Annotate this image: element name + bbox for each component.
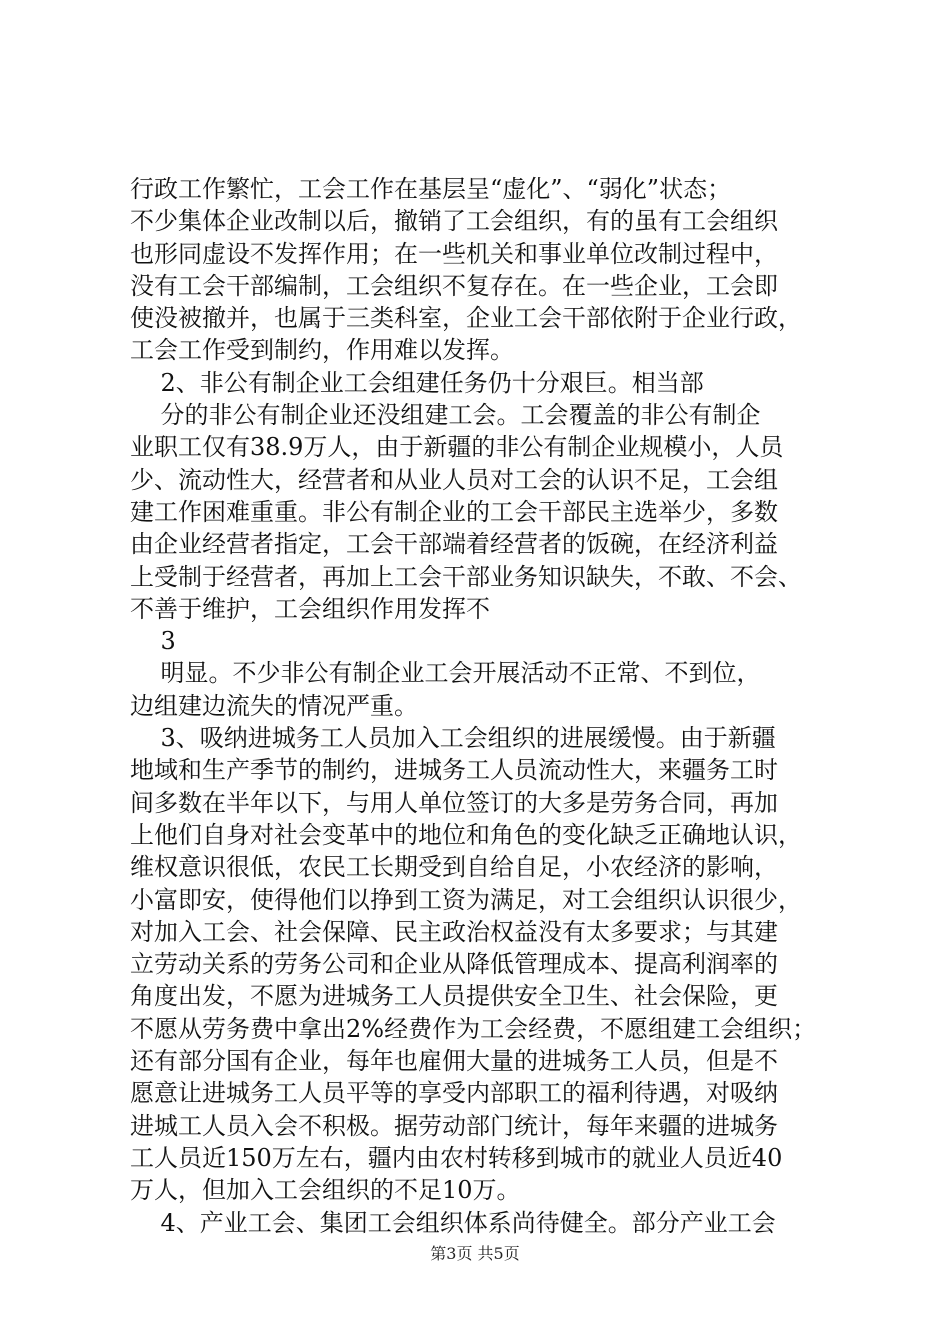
document-body [130, 173, 850, 1239]
text-line: 立劳动关系的劳务公司和企业从降低管理成本、提高利润率的 [130, 950, 778, 979]
text-line: 角度出发，不愿为进城务工人员提供安全卫生、社会保险，更 [130, 982, 778, 1011]
text-line: 地域和生产季节的制约，进城务工人员流动性大，来疆务工时 [130, 756, 778, 785]
text-line: 小富即安，使得他们以挣到工资为满足，对工会组织认识很少， [130, 885, 802, 914]
text-line: 维权意识很低，农民工长期受到自给自足，小农经济的影响， [130, 853, 778, 882]
text-line: 不善于维护，工会组织作用发挥不 [130, 594, 490, 623]
text-line: 3 [130, 627, 176, 656]
text-line: 不愿从劳务费中拿出2%经费作为工会经费，不愿组建工会组织； [130, 1014, 817, 1043]
text-line: 明显。不少非公有制企业工会开展活动不正常、不到位， [130, 659, 761, 688]
text-line: 4、产业工会、集团工会组织体系尚待健全。部分产业工会 [130, 1208, 776, 1237]
text-line: 上他们自身对社会变革中的地位和角色的变化缺乏正确地认识， [130, 820, 802, 849]
text-line: 还有部分国有企业，每年也雇佣大量的进城务工人员，但是不 [130, 1047, 778, 1076]
text-line: 没有工会干部编制，工会组织不复存在。在一些企业，工会即 [130, 271, 778, 300]
text-line: 万人，但加入工会组织的不足10万。 [130, 1176, 521, 1205]
text-line: 上受制于经营者，再加上工会干部业务知识缺失，不敢、不会、 [130, 562, 802, 591]
text-line: 工会工作受到制约，作用难以发挥。 [130, 336, 514, 365]
text-line: 业职工仅有38.9万人，由于新疆的非公有制企业规模小，人员 [130, 433, 784, 462]
page-footer: 第3页 共5页 [430, 1244, 520, 1263]
text-line: 建工作困难重重。非公有制企业的工会干部民主选举少，多数 [130, 497, 778, 526]
text-line: 工人员近150万左右，疆内由农村转移到城市的就业人员近40 [130, 1143, 783, 1172]
text-line: 也形同虚设不发挥作用；在一些机关和事业单位改制过程中， [130, 239, 778, 268]
text-line: 不少集体企业改制以后，撤销了工会组织，有的虽有工会组织 [130, 207, 778, 236]
text-line: 间多数在半年以下，与用人单位签订的大多是劳务合同，再加 [130, 788, 778, 817]
text-line: 2、非公有制企业工会组建任务仍十分艰巨。相当部 [130, 368, 704, 397]
text-line: 3、吸纳进城务工人员加入工会组织的进展缓慢。由于新疆 [130, 724, 776, 753]
text-line: 边组建边流失的情况严重。 [130, 691, 418, 720]
text-line: 少、流动性大，经营者和从业人员对工会的认识不足，工会组 [130, 465, 778, 494]
text-line: 对加入工会、社会保障、民主政治权益没有太多要求；与其建 [130, 917, 778, 946]
text-line: 由企业经营者指定，工会干部端着经营者的饭碗，在经济利益 [130, 530, 778, 559]
text-line: 使没被撤并，也属于三类科室，企业工会干部依附于企业行政， [130, 304, 802, 333]
text-line: 分的非公有制企业还没组建工会。工会覆盖的非公有制企 [130, 401, 761, 430]
text-line: 行政工作繁忙，工会工作在基层呈“虚化”、“弱化”状态； [130, 175, 732, 203]
text-line: 愿意让进城务工人员平等的享受内部职工的福利待遇，对吸纳 [130, 1079, 778, 1108]
text-line: 进城工人员入会不积极。据劳动部门统计，每年来疆的进城务 [130, 1111, 778, 1140]
